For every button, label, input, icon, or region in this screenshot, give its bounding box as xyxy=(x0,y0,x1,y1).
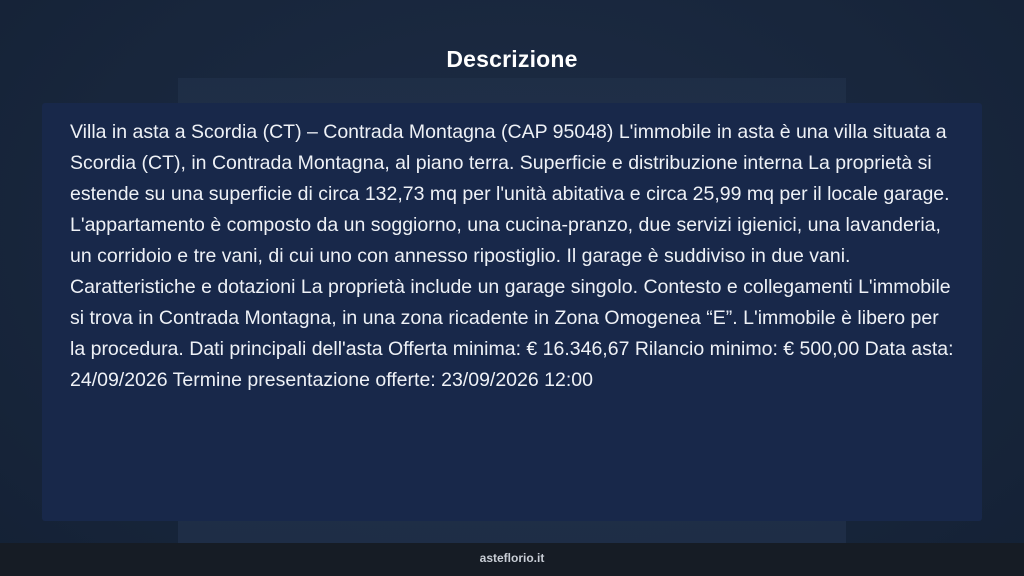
description-card xyxy=(42,103,982,521)
description-text: Villa in asta a Scordia (CT) – Contrada Montagna (CAP 95048) L'immobile in asta è una villa situata a Scordia (CT), in Contrada Montagna, al piano terra. Superficie e distribuzione interna La proprietà si estende su una superficie di circa 132,73 mq per l'unità abitativa e circa 25,99 mq per il locale garage. L'appartamento è composto da un soggiorno, una cucina-pranzo, due servizi igienici, una lavanderia, un corridoio e tre vani, di cui uno con annesso ripostiglio. Il garage è suddiviso in due vani. Caratteristiche e dotazioni La proprietà include un garage singolo. Contesto e collegamenti L'immobile si trova in Contrada Montagna, in una zona ricadente in Zona Omogenea “E”. L'immobile è libero per la procedura. Dati principali dell'asta Offerta minima: € 16.346,67 Rilancio minimo: € 500,00 Data asta: 24/09/2026 Termine presentazione offerte: 23/09/2026 12:00 xyxy=(70,121,954,391)
footer-site-label: asteflorio.it xyxy=(479,551,545,565)
page-title: Descrizione xyxy=(446,46,578,72)
